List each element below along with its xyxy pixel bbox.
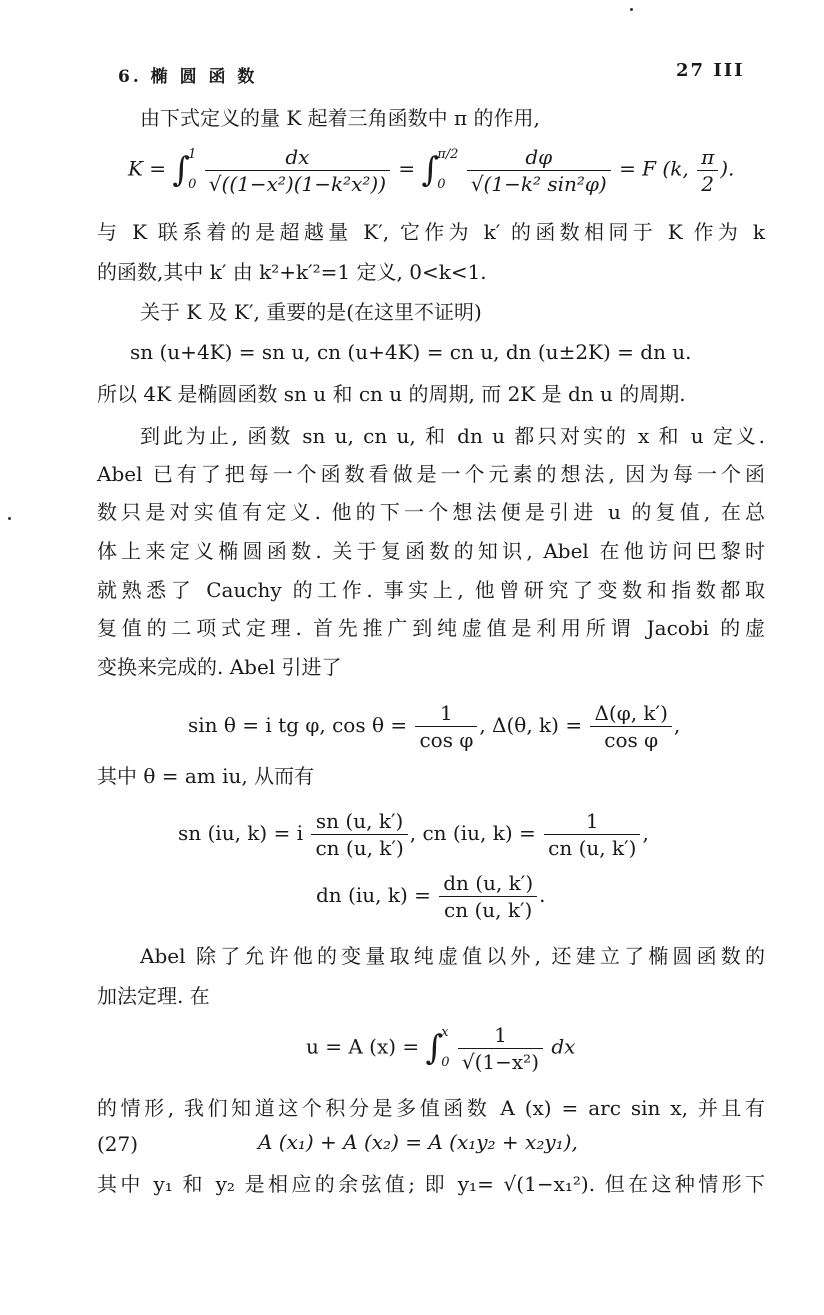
fraction xyxy=(205,144,390,197)
paragraph-2-line-2: 的函数,其中 k′ 由 k²+k′²=1 定义, 0<k<1. xyxy=(97,260,487,284)
lower-limit: 0 xyxy=(441,1055,450,1070)
paragraph-5-line-3: 数只是对实值有定义. 他的下一个想法便是引进 u 的复值, 在总 xyxy=(97,500,765,524)
numerator: 1 xyxy=(458,1022,543,1049)
eq-K-rhs-suffix: ). xyxy=(720,156,735,181)
fraction xyxy=(311,808,407,861)
paragraph-4: 所以 4K 是椭圆函数 sn u 和 cn u 的周期, 而 2K 是 dn u 的周期. xyxy=(97,382,686,406)
numerator: π xyxy=(697,144,718,171)
equation-K xyxy=(128,140,734,200)
integral-sign: ∫ xyxy=(425,1028,444,1068)
eq-A-differential: dx xyxy=(551,1034,576,1059)
paragraph-3: 关于 K 及 K′, 重要的是(在这里不证明) xyxy=(140,300,482,324)
fraction xyxy=(697,144,718,197)
scan-speck xyxy=(8,517,11,520)
paragraph-1: 由下式定义的量 K 起着三角函数中 π 的作用, xyxy=(140,106,540,130)
lower-limit: 0 xyxy=(437,177,446,192)
numerator: dx xyxy=(205,144,390,171)
fraction xyxy=(415,700,477,753)
eq-sn-end: , xyxy=(642,821,649,845)
paragraph-9: 其中 y₁ 和 y₂ 是相应的余弦值; 即 y₁= √(1−x₁²). 但在这种情形下 xyxy=(97,1172,765,1196)
paragraph-2-line-1: 与 K 联系着的是超越量 K′, 它作为 k′ 的函数相同于 K 作为 k xyxy=(97,220,765,244)
fraction xyxy=(590,700,671,753)
scan-speck xyxy=(630,8,633,11)
equals-sign: = xyxy=(398,156,416,181)
lower-limit: 0 xyxy=(188,177,197,192)
paragraph-5-line-2: Abel 已有了把每一个函数看做是一个元素的想法, 因为每一个函 xyxy=(97,462,765,486)
paragraph-7-line-2: 加法定理. 在 xyxy=(97,984,210,1008)
equation-number-27: (27) xyxy=(97,1132,139,1156)
eq-sub-part1: sin θ = i tg φ, cos θ = xyxy=(188,713,408,737)
denominator: √(1−x²) xyxy=(461,1049,540,1074)
denominator: cn (u, k′) xyxy=(548,836,637,860)
paragraph-5-line-7: 变换来完成的. Abel 引进了 xyxy=(97,655,342,679)
numerator: Δ(φ, k′) xyxy=(590,700,671,727)
eq-sn-part2: , cn (iu, k) = xyxy=(409,821,536,845)
eq-sub-end: , xyxy=(673,713,681,737)
integral-sign: ∫ xyxy=(421,150,440,190)
paragraph-8: 的情形, 我们知道这个积分是多值函数 A (x) = arc sin x, 并且有 xyxy=(97,1096,765,1120)
running-header-section: 6. 椭 圆 函 数 xyxy=(118,67,258,87)
equation-substitution xyxy=(188,700,680,753)
denominator: √(1−k² sin²φ) xyxy=(470,171,607,196)
upper-limit: x xyxy=(441,1025,449,1040)
fraction xyxy=(467,144,611,197)
upper-limit: 1 xyxy=(188,147,197,162)
eq-K-lhs: K = xyxy=(128,156,167,181)
paragraph-7-line-1: Abel 除了允许他的变量取纯虚值以外, 还建立了椭圆函数的 xyxy=(140,944,765,968)
equation-dn xyxy=(316,870,546,923)
paragraph-5-line-1: 到此为止, 函数 sn u, cn u, 和 dn u 都只对实的 x 和 u 定义. xyxy=(140,424,765,448)
denominator: cos φ xyxy=(604,728,659,752)
eq-dn-end: . xyxy=(539,883,546,907)
paragraph-6: 其中 θ = am iu, 从而有 xyxy=(97,764,315,788)
denominator: cn (u, k′) xyxy=(315,836,404,860)
denominator: √((1−x²)(1−k²x²)) xyxy=(208,171,387,196)
paragraph-5-line-6: 复值的二项式定理. 首先推广到纯虚值是利用所谓 Jacobi 的虚 xyxy=(97,616,765,640)
equation-27-body: A (x₁) + A (x₂) = A (x₁y₂ + x₂y₁), xyxy=(258,1130,578,1154)
numerator: dn (u, k′) xyxy=(439,870,537,897)
numerator: 1 xyxy=(544,808,640,835)
eq-K-rhs-prefix: = F (k, xyxy=(619,156,689,181)
equation-periods: sn (u+4K) = sn u, cn (u+4K) = cn u, dn (u±2K) = dn u. xyxy=(130,340,692,364)
paragraph-5-line-4: 体上来定义椭圆函数. 关于复函数的知识, Abel 在他访问巴黎时 xyxy=(97,539,765,563)
numerator: dφ xyxy=(467,144,611,171)
paragraph-5-line-5: 就熟悉了 Cauchy 的工作. 事实上, 他曾研究了变数和指数都取 xyxy=(97,578,765,602)
numerator: sn (u, k′) xyxy=(311,808,407,835)
fraction xyxy=(439,870,537,923)
denominator: cn (u, k′) xyxy=(444,898,533,922)
numerator: 1 xyxy=(415,700,477,727)
denominator: 2 xyxy=(701,171,714,196)
page-number: 27 III xyxy=(676,60,745,81)
eq-dn-part1: dn (iu, k) = xyxy=(316,883,431,907)
denominator: cos φ xyxy=(419,728,474,752)
equation-A xyxy=(306,1018,575,1078)
eq-sn-part1: sn (iu, k) = i xyxy=(178,821,304,845)
upper-limit: π/2 xyxy=(437,147,459,162)
fraction xyxy=(544,808,640,861)
integral-sign: ∫ xyxy=(172,150,191,190)
eq-A-part1: u = A (x) = xyxy=(306,1034,420,1059)
fraction xyxy=(458,1022,543,1075)
equation-sn-cn xyxy=(178,808,649,861)
eq-sub-part2: , Δ(θ, k) = xyxy=(479,713,583,737)
